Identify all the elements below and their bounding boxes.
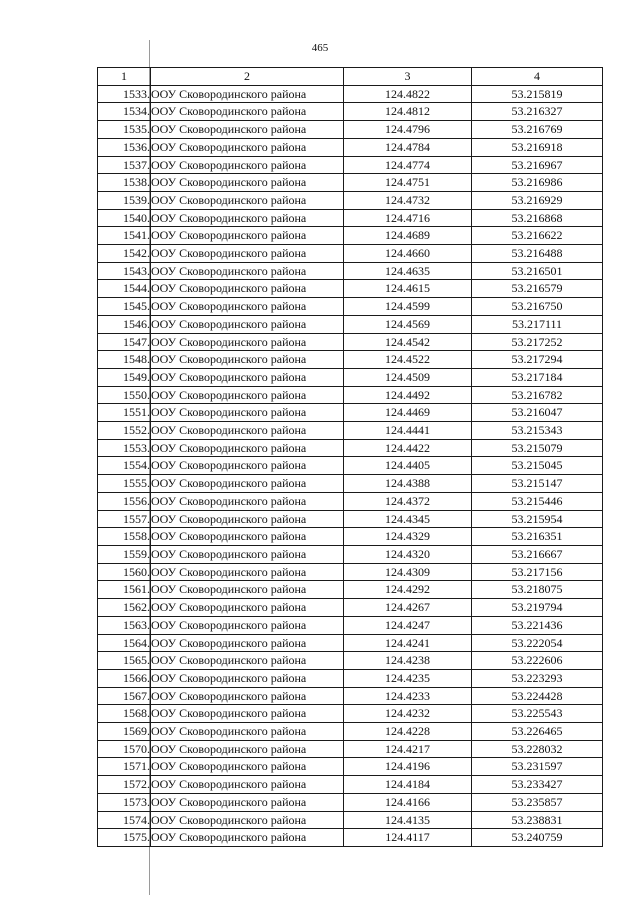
row-longitude: 124.4812 <box>344 103 472 121</box>
coordinates-table <box>97 67 603 847</box>
row-number: 1555. <box>98 475 151 493</box>
table-row <box>98 652 603 670</box>
row-latitude: 53.217111 <box>472 315 603 333</box>
row-object-name: ООУ Сковородинского района <box>151 404 344 422</box>
row-latitude: 53.233427 <box>472 776 603 794</box>
row-object-name: ООУ Сковородинского района <box>151 174 344 192</box>
row-object-name: ООУ Сковородинского района <box>151 740 344 758</box>
row-object-name: ООУ Сковородинского района <box>151 687 344 705</box>
row-object-name: ООУ Сковородинского района <box>151 545 344 563</box>
row-latitude: 53.217184 <box>472 368 603 386</box>
row-number: 1552. <box>98 422 151 440</box>
table-row <box>98 599 603 617</box>
row-longitude: 124.4441 <box>344 422 472 440</box>
table-row <box>98 740 603 758</box>
row-object-name: ООУ Сковородинского района <box>151 457 344 475</box>
row-number: 1560. <box>98 563 151 581</box>
row-number: 1559. <box>98 545 151 563</box>
row-latitude: 53.225543 <box>472 705 603 723</box>
row-object-name: ООУ Сковородинского района <box>151 581 344 599</box>
row-number: 1543. <box>98 262 151 280</box>
row-number: 1533. <box>98 85 151 103</box>
row-object-name: ООУ Сковородинского района <box>151 439 344 457</box>
table-row <box>98 227 603 245</box>
table-row <box>98 333 603 351</box>
row-object-name: ООУ Сковородинского района <box>151 422 344 440</box>
row-longitude: 124.4615 <box>344 280 472 298</box>
row-object-name: ООУ Сковородинского района <box>151 705 344 723</box>
row-longitude: 124.4509 <box>344 368 472 386</box>
table-row <box>98 404 603 422</box>
row-latitude: 53.216327 <box>472 103 603 121</box>
table-row <box>98 457 603 475</box>
row-longitude: 124.4292 <box>344 581 472 599</box>
row-longitude: 124.4388 <box>344 475 472 493</box>
row-longitude: 124.4233 <box>344 687 472 705</box>
row-object-name: ООУ Сковородинского района <box>151 280 344 298</box>
row-longitude: 124.4469 <box>344 404 472 422</box>
column-header-2: 2 <box>151 68 344 86</box>
row-number: 1570. <box>98 740 151 758</box>
row-latitude: 53.216769 <box>472 121 603 139</box>
row-latitude: 53.219794 <box>472 599 603 617</box>
row-number: 1554. <box>98 457 151 475</box>
row-object-name: ООУ Сковородинского района <box>151 475 344 493</box>
row-number: 1546. <box>98 315 151 333</box>
row-latitude: 53.223293 <box>472 669 603 687</box>
row-object-name: ООУ Сковородинского района <box>151 386 344 404</box>
table-row <box>98 262 603 280</box>
row-number: 1556. <box>98 492 151 510</box>
row-number: 1536. <box>98 138 151 156</box>
table-row <box>98 616 603 634</box>
row-number: 1568. <box>98 705 151 723</box>
table-row <box>98 138 603 156</box>
column-header-3: 3 <box>344 68 472 86</box>
row-latitude: 53.215079 <box>472 439 603 457</box>
row-latitude: 53.222054 <box>472 634 603 652</box>
row-number: 1567. <box>98 687 151 705</box>
row-number: 1550. <box>98 386 151 404</box>
row-longitude: 124.4241 <box>344 634 472 652</box>
table-row <box>98 634 603 652</box>
row-latitude: 53.238831 <box>472 811 603 829</box>
row-number: 1575. <box>98 829 151 847</box>
row-longitude: 124.4329 <box>344 528 472 546</box>
row-longitude: 124.4732 <box>344 191 472 209</box>
row-latitude: 53.228032 <box>472 740 603 758</box>
row-latitude: 53.216488 <box>472 245 603 263</box>
row-longitude: 124.4232 <box>344 705 472 723</box>
row-longitude: 124.4716 <box>344 209 472 227</box>
row-longitude: 124.4569 <box>344 315 472 333</box>
table-row <box>98 563 603 581</box>
row-object-name: ООУ Сковородинского района <box>151 368 344 386</box>
row-number: 1534. <box>98 103 151 121</box>
table-row <box>98 191 603 209</box>
row-number: 1540. <box>98 209 151 227</box>
row-longitude: 124.4372 <box>344 492 472 510</box>
table-row <box>98 351 603 369</box>
row-latitude: 53.215446 <box>472 492 603 510</box>
row-longitude: 124.4422 <box>344 439 472 457</box>
row-latitude: 53.215954 <box>472 510 603 528</box>
row-object-name: ООУ Сковородинского района <box>151 138 344 156</box>
row-number: 1548. <box>98 351 151 369</box>
row-number: 1574. <box>98 811 151 829</box>
table-row <box>98 723 603 741</box>
table-row <box>98 581 603 599</box>
row-longitude: 124.4522 <box>344 351 472 369</box>
table-row <box>98 174 603 192</box>
row-object-name: ООУ Сковородинского района <box>151 103 344 121</box>
row-latitude: 53.216782 <box>472 386 603 404</box>
row-number: 1549. <box>98 368 151 386</box>
row-object-name: ООУ Сковородинского района <box>151 652 344 670</box>
row-latitude: 53.216929 <box>472 191 603 209</box>
table-row <box>98 669 603 687</box>
row-latitude: 53.235857 <box>472 793 603 811</box>
row-longitude: 124.4822 <box>344 85 472 103</box>
row-object-name: ООУ Сковородинского района <box>151 723 344 741</box>
row-number: 1571. <box>98 758 151 776</box>
table-row <box>98 793 603 811</box>
row-latitude: 53.240759 <box>472 829 603 847</box>
table-header-row <box>98 68 603 86</box>
row-latitude: 53.216501 <box>472 262 603 280</box>
row-number: 1557. <box>98 510 151 528</box>
table-row <box>98 368 603 386</box>
table-row <box>98 209 603 227</box>
table-row <box>98 545 603 563</box>
row-longitude: 124.4635 <box>344 262 472 280</box>
table-row <box>98 121 603 139</box>
row-number: 1547. <box>98 333 151 351</box>
row-number: 1573. <box>98 793 151 811</box>
row-latitude: 53.216967 <box>472 156 603 174</box>
row-longitude: 124.4774 <box>344 156 472 174</box>
table-row <box>98 156 603 174</box>
table-row <box>98 386 603 404</box>
row-object-name: ООУ Сковородинского района <box>151 298 344 316</box>
row-latitude: 53.231597 <box>472 758 603 776</box>
row-longitude: 124.4217 <box>344 740 472 758</box>
row-number: 1566. <box>98 669 151 687</box>
row-latitude: 53.221436 <box>472 616 603 634</box>
row-latitude: 53.216351 <box>472 528 603 546</box>
row-object-name: ООУ Сковородинского района <box>151 121 344 139</box>
row-object-name: ООУ Сковородинского района <box>151 85 344 103</box>
row-latitude: 53.222606 <box>472 652 603 670</box>
row-object-name: ООУ Сковородинского района <box>151 191 344 209</box>
row-object-name: ООУ Сковородинского района <box>151 209 344 227</box>
row-longitude: 124.4345 <box>344 510 472 528</box>
table-row <box>98 422 603 440</box>
row-longitude: 124.4247 <box>344 616 472 634</box>
row-object-name: ООУ Сковородинского района <box>151 669 344 687</box>
row-object-name: ООУ Сковородинского района <box>151 599 344 617</box>
row-number: 1551. <box>98 404 151 422</box>
table-row <box>98 776 603 794</box>
row-latitude: 53.216579 <box>472 280 603 298</box>
row-longitude: 124.4542 <box>344 333 472 351</box>
row-latitude: 53.217294 <box>472 351 603 369</box>
row-number: 1542. <box>98 245 151 263</box>
row-number: 1563. <box>98 616 151 634</box>
row-object-name: ООУ Сковородинского района <box>151 811 344 829</box>
row-number: 1561. <box>98 581 151 599</box>
row-latitude: 53.216868 <box>472 209 603 227</box>
row-latitude: 53.215045 <box>472 457 603 475</box>
table-row <box>98 315 603 333</box>
row-number: 1539. <box>98 191 151 209</box>
row-longitude: 124.4660 <box>344 245 472 263</box>
row-longitude: 124.4267 <box>344 599 472 617</box>
table-body <box>98 85 603 846</box>
row-number: 1569. <box>98 723 151 741</box>
table-row <box>98 85 603 103</box>
row-number: 1537. <box>98 156 151 174</box>
row-latitude: 53.226465 <box>472 723 603 741</box>
row-object-name: ООУ Сковородинского района <box>151 563 344 581</box>
row-number: 1562. <box>98 599 151 617</box>
row-object-name: ООУ Сковородинского района <box>151 758 344 776</box>
row-number: 1544. <box>98 280 151 298</box>
row-longitude: 124.4599 <box>344 298 472 316</box>
row-number: 1535. <box>98 121 151 139</box>
row-latitude: 53.216622 <box>472 227 603 245</box>
row-longitude: 124.4166 <box>344 793 472 811</box>
row-object-name: ООУ Сковородинского района <box>151 262 344 280</box>
row-number: 1538. <box>98 174 151 192</box>
column-header-4: 4 <box>472 68 603 86</box>
row-latitude: 53.216750 <box>472 298 603 316</box>
row-longitude: 124.4309 <box>344 563 472 581</box>
row-object-name: ООУ Сковородинского района <box>151 315 344 333</box>
table-row <box>98 705 603 723</box>
table-row <box>98 758 603 776</box>
row-object-name: ООУ Сковородинского района <box>151 351 344 369</box>
row-latitude: 53.216667 <box>472 545 603 563</box>
row-object-name: ООУ Сковородинского района <box>151 634 344 652</box>
table-row <box>98 492 603 510</box>
row-number: 1541. <box>98 227 151 245</box>
row-number: 1545. <box>98 298 151 316</box>
row-longitude: 124.4784 <box>344 138 472 156</box>
row-longitude: 124.4196 <box>344 758 472 776</box>
row-number: 1558. <box>98 528 151 546</box>
row-object-name: ООУ Сковородинского района <box>151 156 344 174</box>
row-object-name: ООУ Сковородинского района <box>151 776 344 794</box>
row-latitude: 53.215343 <box>472 422 603 440</box>
row-longitude: 124.4492 <box>344 386 472 404</box>
row-object-name: ООУ Сковородинского района <box>151 333 344 351</box>
row-object-name: ООУ Сковородинского района <box>151 245 344 263</box>
row-number: 1553. <box>98 439 151 457</box>
column-header-1: 1 <box>98 68 151 86</box>
row-latitude: 53.215819 <box>472 85 603 103</box>
table-row <box>98 103 603 121</box>
table-row <box>98 829 603 847</box>
row-longitude: 124.4796 <box>344 121 472 139</box>
row-longitude: 124.4405 <box>344 457 472 475</box>
row-longitude: 124.4235 <box>344 669 472 687</box>
row-latitude: 53.217156 <box>472 563 603 581</box>
row-latitude: 53.216918 <box>472 138 603 156</box>
table-row <box>98 510 603 528</box>
row-latitude: 53.215147 <box>472 475 603 493</box>
row-longitude: 124.4228 <box>344 723 472 741</box>
table-row <box>98 687 603 705</box>
row-object-name: ООУ Сковородинского района <box>151 227 344 245</box>
row-longitude: 124.4184 <box>344 776 472 794</box>
table-row <box>98 280 603 298</box>
row-object-name: ООУ Сковородинского района <box>151 492 344 510</box>
row-object-name: ООУ Сковородинского района <box>151 528 344 546</box>
row-object-name: ООУ Сковородинского района <box>151 829 344 847</box>
row-latitude: 53.224428 <box>472 687 603 705</box>
page-number: 465 <box>311 42 329 54</box>
table-row <box>98 439 603 457</box>
row-longitude: 124.4135 <box>344 811 472 829</box>
row-object-name: ООУ Сковородинского района <box>151 510 344 528</box>
row-longitude: 124.4689 <box>344 227 472 245</box>
table-row <box>98 475 603 493</box>
row-number: 1564. <box>98 634 151 652</box>
row-longitude: 124.4238 <box>344 652 472 670</box>
table-row <box>98 298 603 316</box>
table-row <box>98 528 603 546</box>
row-longitude: 124.4320 <box>344 545 472 563</box>
row-longitude: 124.4117 <box>344 829 472 847</box>
row-latitude: 53.217252 <box>472 333 603 351</box>
row-latitude: 53.218075 <box>472 581 603 599</box>
row-longitude: 124.4751 <box>344 174 472 192</box>
row-latitude: 53.216986 <box>472 174 603 192</box>
row-latitude: 53.216047 <box>472 404 603 422</box>
row-number: 1572. <box>98 776 151 794</box>
row-object-name: ООУ Сковородинского района <box>151 616 344 634</box>
row-number: 1565. <box>98 652 151 670</box>
row-object-name: ООУ Сковородинского района <box>151 793 344 811</box>
table-row <box>98 811 603 829</box>
table-row <box>98 245 603 263</box>
